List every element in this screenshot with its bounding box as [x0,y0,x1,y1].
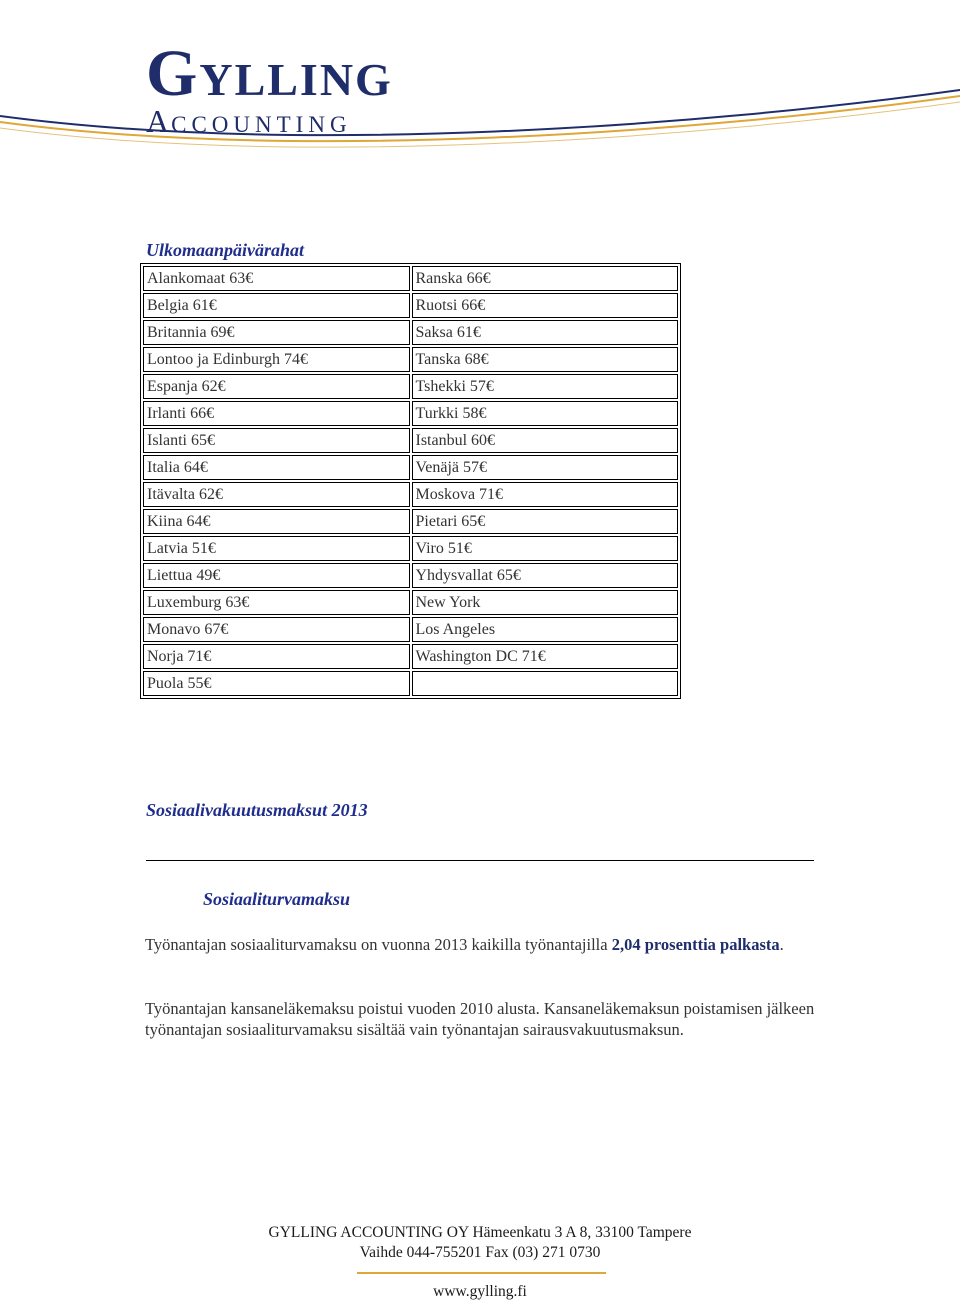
table-row [143,563,678,588]
table-row [143,428,678,453]
table-row [143,536,678,561]
paragraph-1-text: Työnantajan sosiaaliturvamaksu on vuonna 2013 kaikilla työnantajilla [145,935,612,954]
footer-website-link[interactable]: www.gylling.fi [433,1283,527,1300]
logo-sub-initial: A [146,103,172,139]
table-cell: Alankomaat 63€ [143,266,410,291]
table-cell: Puola 55€ [143,671,410,696]
table-cell: Norja 71€ [143,644,410,669]
table-cell: Ruotsi 66€ [412,293,679,318]
logo-subtitle [146,103,393,139]
paragraph-1 [145,934,825,955]
table-cell: Islanti 65€ [143,428,410,453]
company-logo [146,37,393,139]
table-row [143,644,678,669]
footer-address: GYLLING ACCOUNTING OY Hämeenkatu 3 A 8, 33100 Tampere [268,1224,692,1241]
paragraph-1-end: . [779,935,784,954]
table-cell: Ranska 66€ [412,266,679,291]
table-cell: Pietari 65€ [412,509,679,534]
paragraph-2: Työnantajan kansaneläkemaksu poistui vuoden 2010 alusta. Kansaneläkemaksun poistamisen jälkeen työnantajan sosiaaliturvamaksu sisältää vain työnantajan sairausvakuutusmaksun. [145,999,815,1039]
table-cell: Itävalta 62€ [143,482,410,507]
table-cell: Irlanti 66€ [143,401,410,426]
logo-name [146,37,393,110]
logo-sub-rest: CCOUNTING [171,112,352,137]
footer-divider [357,1272,606,1274]
table-row [143,401,678,426]
table-cell: Luxemburg 63€ [143,590,410,615]
table-cell: Lontoo ja Edinburgh 74€ [143,347,410,372]
table-cell: Italia 64€ [143,455,410,480]
table-cell: Washington DC 71€ [412,644,679,669]
header-swoosh [0,86,960,176]
table-cell: Espanja 62€ [143,374,410,399]
table-cell: Los Angeles [412,617,679,642]
table-cell: Liettua 49€ [143,563,410,588]
table-cell: Tshekki 57€ [412,374,679,399]
logo-name-initial: G [146,37,200,110]
table-row [143,671,678,696]
table-row [143,320,678,345]
table-row [143,293,678,318]
table-row [143,455,678,480]
footer-phone: Vaihde 044-755201 Fax (03) 271 0730 [359,1244,601,1261]
social-security-subtitle: Sosiaaliturvamaksu [203,889,351,909]
per-diem-title: Ulkomaanpäivärahat [146,240,305,260]
table-row [143,509,678,534]
table-row [143,347,678,372]
table-row [143,590,678,615]
paragraph-1-bold: 2,04 prosenttia palkasta [611,935,780,954]
table-cell: Saksa 61€ [412,320,679,345]
per-diem-table-body [143,266,678,696]
table-cell: Kiina 64€ [143,509,410,534]
table-cell: Moskova 71€ [412,482,679,507]
table-cell: Istanbul 60€ [412,428,679,453]
table-cell: Latvia 51€ [143,536,410,561]
table-cell: Yhdysvallat 65€ [412,563,679,588]
table-cell: Tanska 68€ [412,347,679,372]
table-cell: New York [412,590,679,615]
table-row [143,266,678,291]
table-cell: Britannia 69€ [143,320,410,345]
divider [146,860,814,861]
per-diem-table [140,263,681,699]
logo-name-rest: YLLING [199,54,393,105]
social-insurance-title: Sosiaalivakuutusmaksut 2013 [146,800,368,820]
table-row [143,374,678,399]
table-cell: Belgia 61€ [143,293,410,318]
table-cell: Venäjä 57€ [412,455,679,480]
table-row [143,482,678,507]
table-cell: Monavo 67€ [143,617,410,642]
table-cell: Turkki 58€ [412,401,679,426]
table-row [143,617,678,642]
table-cell [412,671,679,696]
table-cell: Viro 51€ [412,536,679,561]
